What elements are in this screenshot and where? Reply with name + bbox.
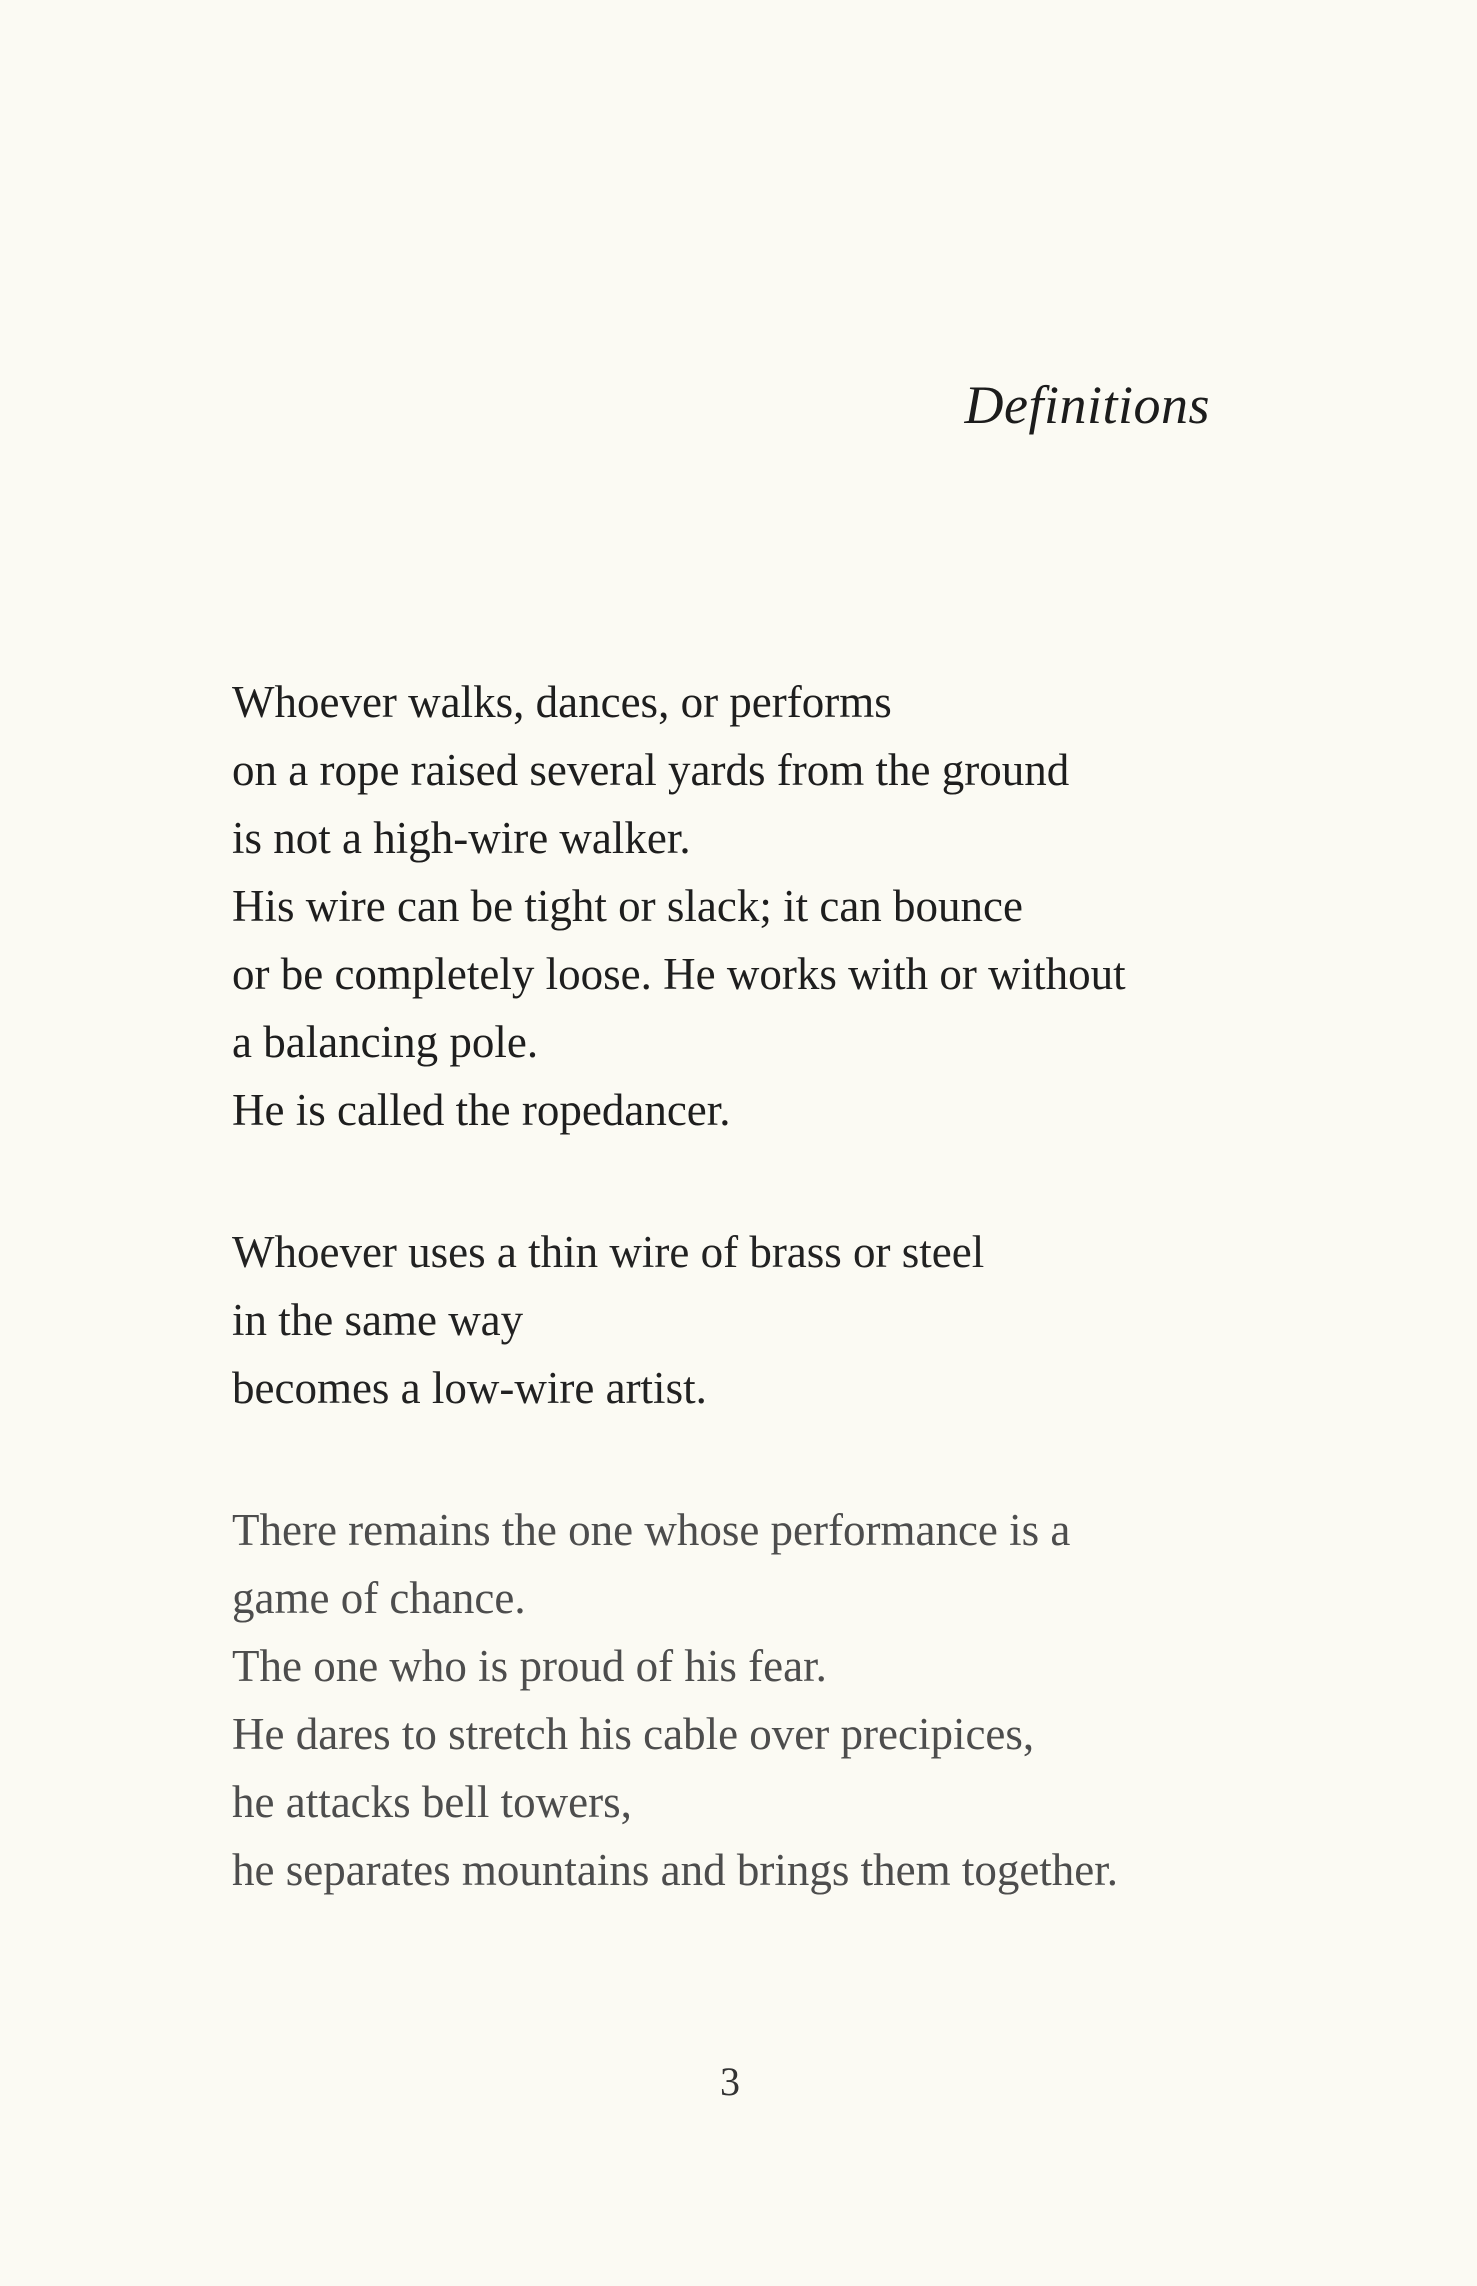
stanza-1 [232,668,1126,1144]
poem-line: He is called the ropedancer. [232,1085,731,1135]
poem-line: he separates mountains and brings them together. [232,1845,1119,1895]
page-number: 3 [720,2059,740,2104]
poem-line: game of chance. [232,1573,526,1623]
poem-line: is not a high-wire walker. [232,813,691,863]
poem-line: in the same way [232,1295,524,1345]
poem-line: There remains the one whose performance is a [232,1505,1071,1555]
poem-line: The one who is proud of his fear. [232,1641,827,1691]
stanza-3 [232,1496,1118,1904]
poem-line: on a rope raised several yards from the ground [232,745,1070,795]
poem-line: a balancing pole. [232,1017,539,1067]
poem-line: or be completely loose. He works with or without [232,949,1126,999]
poem-line: Whoever walks, dances, or performs [232,677,892,727]
poem-line: Whoever uses a thin wire of brass or steel [232,1227,985,1277]
poem-line: He dares to stretch his cable over precipices, [232,1709,1035,1759]
poem-title: Definitions [964,375,1210,435]
stanza-2 [232,1218,984,1422]
poem-line: becomes a low-wire artist. [232,1363,707,1413]
poem-line: His wire can be tight or slack; it can bounce [232,881,1023,931]
poem-line: he attacks bell towers, [232,1777,632,1827]
